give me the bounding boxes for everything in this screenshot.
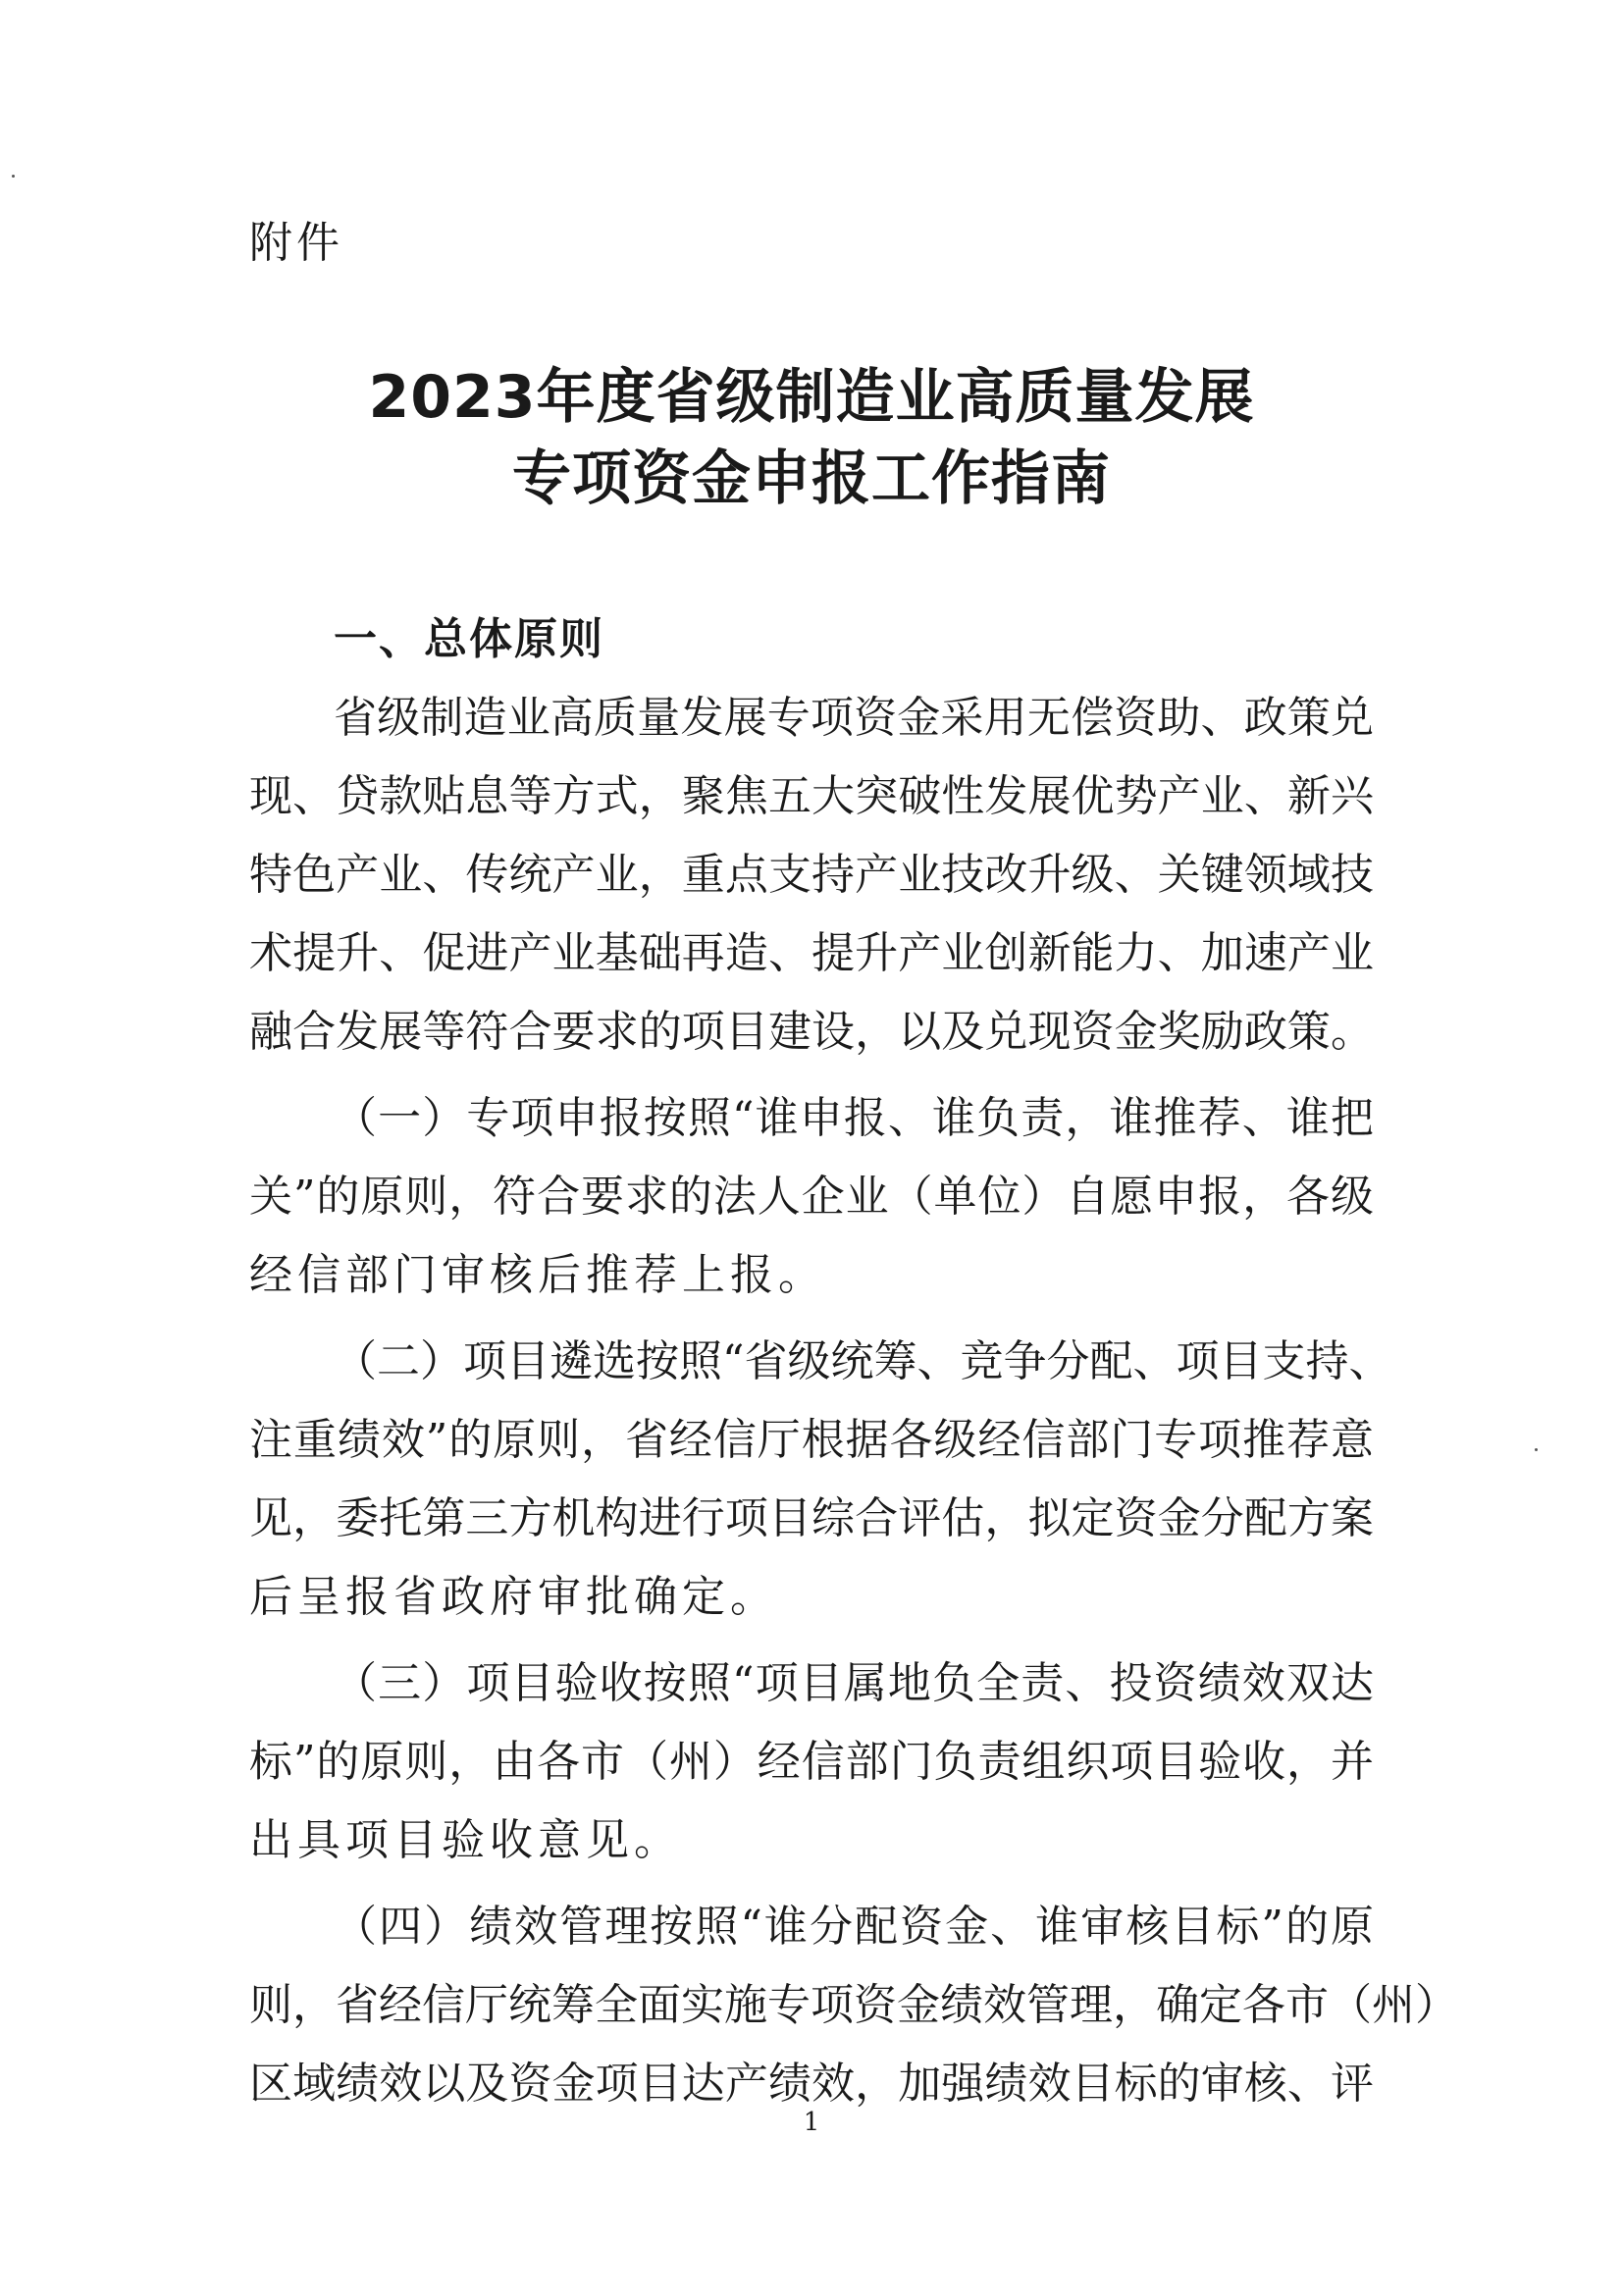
paragraph-line: 关”的原则，符合要求的法人企业（单位）自愿申报，各级	[249, 1172, 1374, 1222]
paragraph-line: （二）项目遴选按照“省级统筹、竞争分配、项目支持、	[334, 1336, 1392, 1386]
paragraph-line: 经信部门审核后推荐上报。	[249, 1250, 826, 1300]
scan-speck	[1535, 1448, 1538, 1451]
paragraph-line: 术提升、促进产业基础再造、提升产业创新能力、加速产业	[249, 928, 1374, 978]
paragraph-line: 融合发展等符合要求的项目建设，以及兑现资金奖励政策。	[249, 1007, 1374, 1057]
document-title-line-2: 专项资金申报工作指南	[512, 444, 1111, 513]
paragraph-line: 省级制造业高质量发展专项资金采用无偿资助、政策兑	[334, 693, 1374, 743]
attachment-label: 附件	[249, 218, 343, 268]
paragraph-line: 出具项目验收意见。	[249, 1815, 682, 1865]
paragraph-line: 标”的原则，由各市（州）经信部门负责组织项目验收，并	[249, 1737, 1374, 1787]
page-number: 1	[803, 2108, 820, 2137]
paragraph-line: 后呈报省政府审批确定。	[249, 1572, 778, 1622]
paragraph-line: 则，省经信厅统筹全面实施专项资金绩效管理，确定各市（州）	[249, 1980, 1458, 2030]
paragraph-line: 见，委托第三方机构进行项目综合评估，拟定资金分配方案	[249, 1493, 1374, 1543]
paragraph-line: （四）绩效管理按照“谁分配资金、谁审核目标”的原	[334, 1902, 1374, 1952]
paragraph-line: 现、贷款贴息等方式，聚焦五大突破性发展优势产业、新兴	[249, 771, 1374, 821]
paragraph-line: （一）专项申报按照“谁申报、谁负责，谁推荐、谁把	[334, 1093, 1374, 1143]
paragraph-line: 注重绩效”的原则，省经信厅根据各级经信部门专项推荐意	[249, 1415, 1374, 1465]
section-heading: 一、总体原则	[334, 614, 604, 664]
paragraph-line: 区域绩效以及资金项目达产绩效，加强绩效目标的审核、评	[249, 2059, 1374, 2109]
paragraph-line: （三）项目验收按照“项目属地负全责、投资绩效双达	[334, 1658, 1374, 1708]
document-title-line-1: 2023年度省级制造业高质量发展	[368, 363, 1255, 432]
scan-speck	[12, 175, 15, 178]
paragraph-line: 特色产业、传统产业，重点支持产业技改升级、关键领域技	[249, 850, 1374, 900]
